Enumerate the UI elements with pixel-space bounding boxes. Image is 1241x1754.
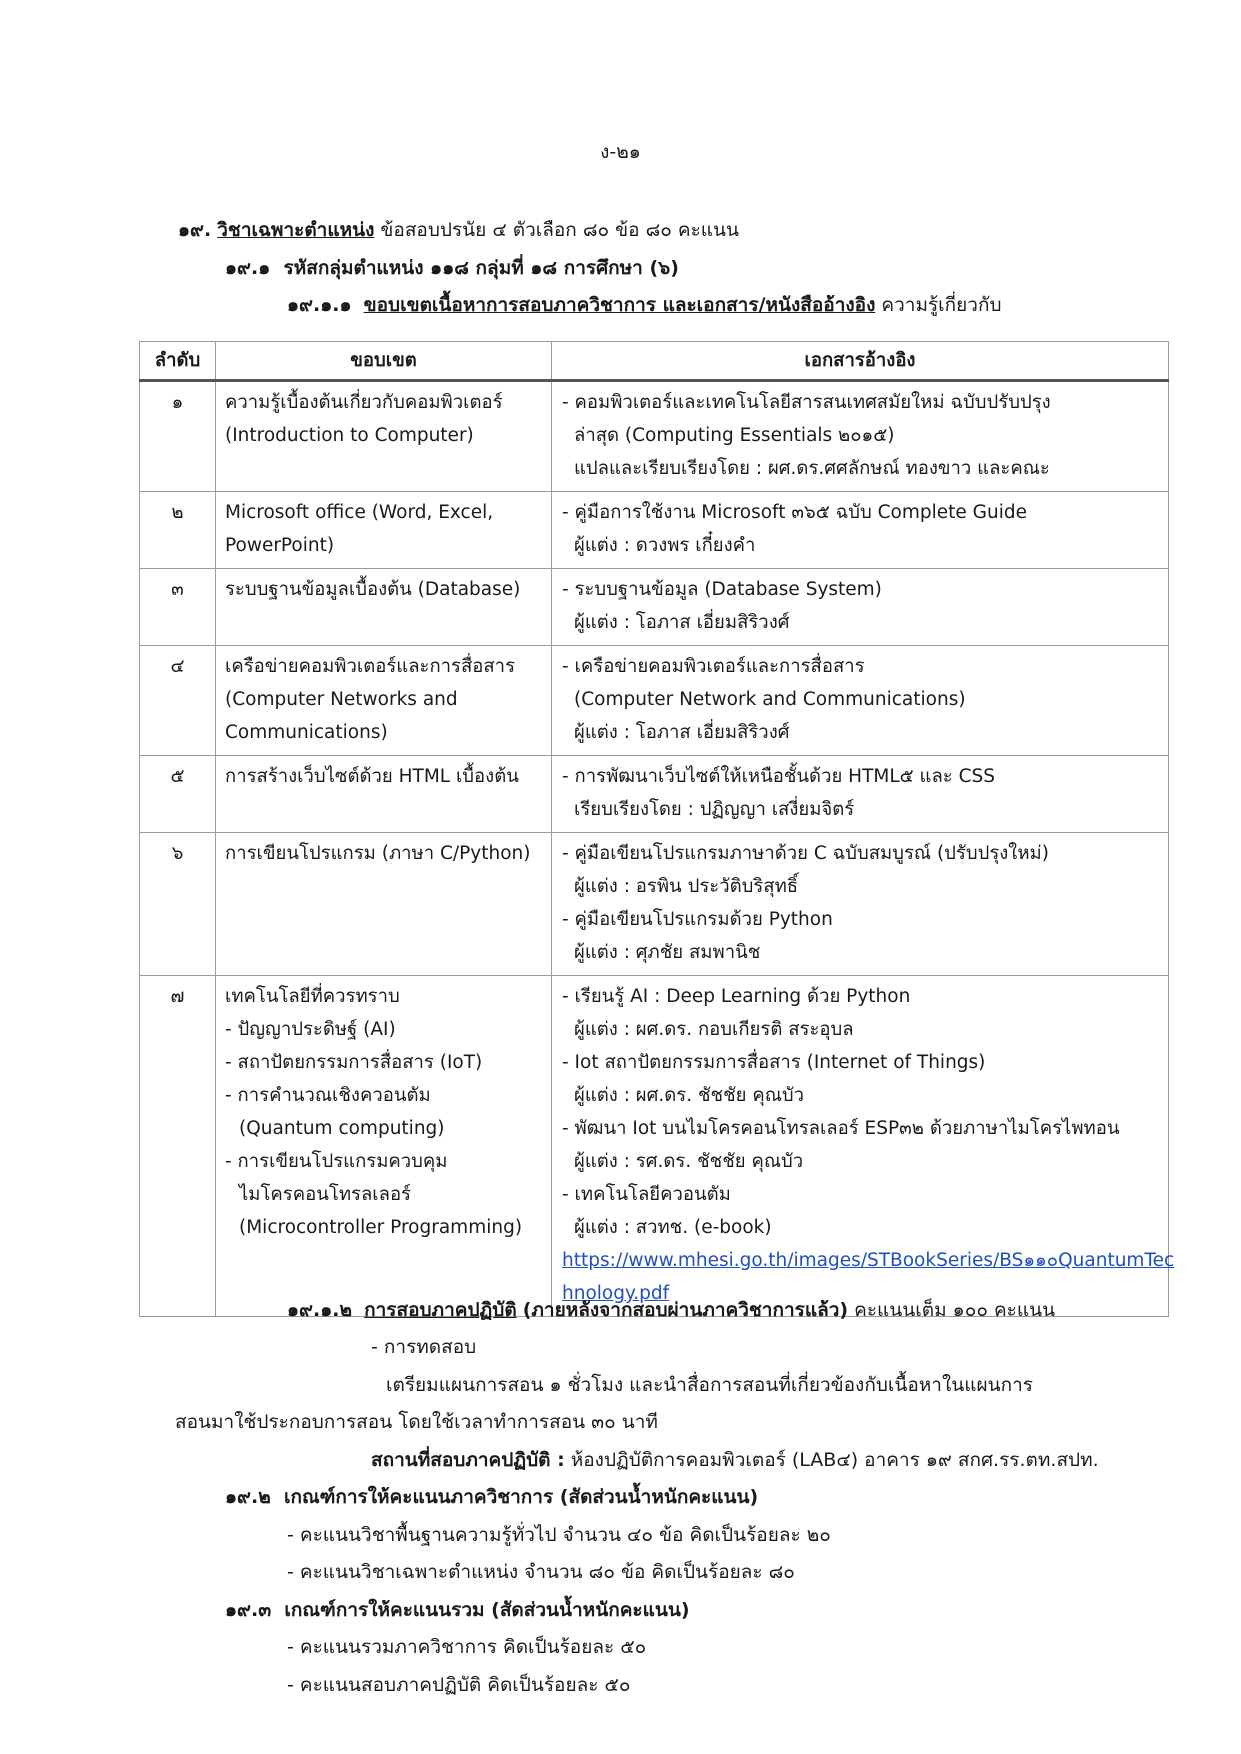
section-19-3-title: เกณฑ์การให้คะแนนรวม (สัดส่วนน้ำหนักคะแนน) [284, 1599, 690, 1621]
row-number: ๗ [140, 976, 216, 1317]
row-number: ๒ [140, 492, 216, 569]
section-19-1-2-score: คะแนนเต็ม ๑๐๐ คะแนน [854, 1299, 1056, 1321]
row-number: ๔ [140, 646, 216, 756]
row-references [552, 381, 1169, 492]
ref-line: เรียบเรียงโดย : ปฏิญญา เสงี่ยมจิตร์ [574, 799, 855, 820]
section-19-1-2-note: (ภายหลังจากสอบผ่านภาควิชาการแล้ว) [522, 1299, 849, 1321]
scope-line: ความรู้เบื้องต้นเกี่ยวกับคอมพิวเตอร์ [225, 392, 503, 413]
practical-paragraph-line: สอนมาใช้ประกอบการสอน โดยใช้เวลาทำการสอน ๓๐ นาที [175, 1411, 658, 1433]
section-19-2-title: เกณฑ์การให้คะแนนภาควิชาการ (สัดส่วนน้ำหนักคะแนน) [283, 1486, 759, 1508]
section-19-1-1-suffix: ความรู้เกี่ยวกับ [881, 294, 1002, 316]
ref-line: ผู้แต่ง : ศุภชัย สมพานิช [574, 942, 761, 963]
row-scope [216, 381, 552, 492]
section-19-3-item: - คะแนนรวมภาควิชาการ คิดเป็นร้อยละ ๕๐ [287, 1636, 647, 1658]
page-number: ง-๒๑ [600, 141, 641, 163]
section-19-heading [178, 216, 739, 244]
scope-line: ระบบฐานข้อมูลเบื้องต้น (Database) [225, 579, 521, 600]
ref-line: - การพัฒนาเว็บไซต์ให้เหนือชั้นด้วย HTML๕ และ CSS [562, 766, 996, 787]
scope-line: - ปัญญาประดิษฐ์ (AI) [225, 1019, 396, 1040]
reference-table [139, 341, 1175, 1317]
quantum-ebook-link-continuation[interactable]: hnology.pdf [562, 1283, 670, 1304]
header-references: เอกสารอ้างอิง [552, 342, 1169, 381]
table-row [140, 492, 1169, 569]
ref-line: ผู้แต่ง : ผศ.ดร. กอบเกียรติ สระอุบล [574, 1019, 854, 1040]
table-header-row [140, 342, 1169, 381]
scope-line: (Quantum computing) [239, 1118, 445, 1139]
row-number: ๓ [140, 569, 216, 646]
ref-line: - คู่มือเขียนโปรแกรมด้วย Python [562, 909, 833, 930]
table-row [140, 976, 1169, 1317]
scope-line: เครือข่ายคอมพิวเตอร์และการสื่อสาร [225, 656, 516, 677]
row-number: ๖ [140, 833, 216, 976]
row-scope [216, 492, 552, 569]
scope-line: PowerPoint) [225, 535, 335, 556]
section-19-3-number: ๑๙.๓ [225, 1599, 272, 1621]
scope-line: - สถาปัตยกรรมการสื่อสาร (IoT) [225, 1052, 483, 1073]
section-19-description: ข้อสอบปรนัย ๔ ตัวเลือก ๘๐ ข้อ ๘๐ คะแนน [380, 219, 740, 241]
ref-line: - เครือข่ายคอมพิวเตอร์และการสื่อสาร [562, 656, 865, 677]
scope-line: การสร้างเว็บไซต์ด้วย HTML เบื้องต้น [225, 766, 519, 787]
header-scope: ขอบเขต [216, 342, 552, 381]
section-19-1-1-number: ๑๙.๑.๑ [287, 294, 352, 316]
section-19-2-item: - คะแนนวิชาพื้นฐานความรู้ทั่วไป จำนวน ๔๐ ข้อ คิดเป็นร้อยละ ๒๐ [287, 1524, 831, 1546]
section-19-3-heading [225, 1596, 690, 1624]
ref-line: ผู้แต่ง : โอภาส เอี่ยมสิริวงศ์ [574, 612, 790, 633]
row-references [552, 646, 1169, 756]
practical-test-label: - การทดสอบ [371, 1336, 477, 1358]
practical-venue [371, 1446, 1099, 1474]
section-19-1-1-title: ขอบเขตเนื้อหาการสอบภาควิชาการ และเอกสาร/หนังสืออ้างอิง [363, 294, 876, 316]
ref-line: ผู้แต่ง : ดวงพร เกี๋ยงคำ [574, 535, 756, 556]
row-scope [216, 833, 552, 976]
scope-line: (Computer Networks and [225, 689, 458, 710]
ref-line: - คู่มือการใช้งาน Microsoft ๓๖๕ ฉบับ Complete Guide [562, 502, 1027, 523]
ref-line: ผู้แต่ง : โอภาส เอี่ยมสิริวงศ์ [574, 722, 790, 743]
scope-line: - การเขียนโปรแกรมควบคุม [225, 1151, 448, 1172]
row-scope [216, 569, 552, 646]
table-row [140, 756, 1169, 833]
scope-line: Microsoft office (Word, Excel, [225, 502, 494, 523]
scope-line: เทคโนโลยีที่ควรทราบ [225, 986, 400, 1007]
venue-value: ห้องปฏิบัติการคอมพิวเตอร์ (LAB๔) อาคาร ๑๙ สกศ.รร.ตท.สปท. [570, 1449, 1099, 1471]
table-row [140, 833, 1169, 976]
row-references [552, 492, 1169, 569]
ref-line: - ระบบฐานข้อมูล (Database System) [562, 579, 882, 600]
table-row [140, 646, 1169, 756]
section-19-3-item: - คะแนนสอบภาคปฏิบัติ คิดเป็นร้อยละ ๕๐ [287, 1674, 631, 1696]
scope-line: - การคำนวณเชิงควอนตัม [225, 1085, 431, 1106]
row-number: ๕ [140, 756, 216, 833]
section-19-1-number: ๑๙.๑ [225, 257, 271, 279]
row-references [552, 756, 1169, 833]
table-row [140, 569, 1169, 646]
header-order: ลำดับ [140, 342, 216, 381]
section-19-2-number: ๑๙.๒ [225, 1486, 271, 1508]
scope-line: (Introduction to Computer) [225, 425, 474, 446]
section-19-2-heading [225, 1483, 758, 1511]
ref-line: - Iot สถาปัตยกรรมการสื่อสาร (Internet of Things) [562, 1052, 986, 1073]
ref-line: - เทคโนโลยีควอนตัม [562, 1184, 731, 1205]
row-number: ๑ [140, 381, 216, 492]
ref-line: - เรียนรู้ AI : Deep Learning ด้วย Python [562, 986, 911, 1007]
ref-line: แปลและเรียบเรียงโดย : ผศ.ดร.ศศลักษณ์ ทองขาว และคณะ [574, 458, 1050, 479]
ref-line: - พัฒนา Iot บนไมโครคอนโทรลเลอร์ ESP๓๒ ด้วยภาษาไมโครไพทอน [562, 1118, 1120, 1139]
ref-line: - คอมพิวเตอร์และเทคโนโลยีสารสนเทศสมัยใหม่ ฉบับปรับปรุง [562, 392, 1051, 413]
section-19-1-2-number: ๑๙.๑.๒ [287, 1299, 352, 1321]
section-19-2-item: - คะแนนวิชาเฉพาะตำแหน่ง จำนวน ๘๐ ข้อ คิดเป็นร้อยละ ๘๐ [287, 1561, 795, 1583]
section-19-1-title: รหัสกลุ่มตำแหน่ง ๑๑๘ กลุ่มที่ ๑๘ การศึกษา (๖) [283, 257, 679, 279]
row-references [552, 976, 1175, 1317]
section-19-title: วิชาเฉพาะตำแหน่ง [217, 219, 375, 241]
ref-line: ผู้แต่ง : สวทช. (e-book) [574, 1217, 772, 1238]
ref-line: ผู้แต่ง : อรพิน ประวัติบริสุทธิ์ [574, 876, 799, 897]
section-19-1-2-heading [287, 1296, 1055, 1324]
scope-line: ไมโครคอนโทรลเลอร์ [239, 1184, 411, 1205]
section-19-1-1-heading [287, 291, 1002, 319]
ref-line: ผู้แต่ง : ผศ.ดร. ชัชชัย คุณบัว [574, 1085, 805, 1106]
venue-label: สถานที่สอบภาคปฏิบัติ : [371, 1449, 565, 1471]
row-references [552, 833, 1169, 976]
quantum-ebook-link[interactable]: https://www.mhesi.go.th/images/STBookSeries/BS๑๑๐QuantumTec [562, 1250, 1175, 1271]
scope-line: Communications) [225, 722, 388, 743]
practical-paragraph-line: เตรียมแผนการสอน ๑ ชั่วโมง และนำสื่อการสอนที่เกี่ยวข้องกับเนื้อหาในแผนการ [386, 1374, 1033, 1396]
row-scope [216, 976, 552, 1317]
row-scope [216, 756, 552, 833]
ref-line: ผู้แต่ง : รศ.ดร. ชัชชัย คุณบัว [574, 1151, 804, 1172]
ref-line: - คู่มือเขียนโปรแกรมภาษาด้วย C ฉบับสมบูรณ์ (ปรับปรุงใหม่) [562, 843, 1049, 864]
row-references [552, 569, 1169, 646]
ref-line: ล่าสุด (Computing Essentials ๒๐๑๕) [574, 425, 895, 446]
table-row [140, 381, 1169, 492]
scope-line: การเขียนโปรแกรม (ภาษา C/Python) [225, 843, 531, 864]
section-19-number: ๑๙. [178, 219, 212, 241]
scope-line: (Microcontroller Programming) [239, 1217, 523, 1238]
section-19-1-heading [225, 254, 679, 282]
ref-line: (Computer Network and Communications) [574, 689, 966, 710]
row-scope [216, 646, 552, 756]
section-19-1-2-title: การสอบภาคปฏิบัติ [364, 1299, 517, 1321]
